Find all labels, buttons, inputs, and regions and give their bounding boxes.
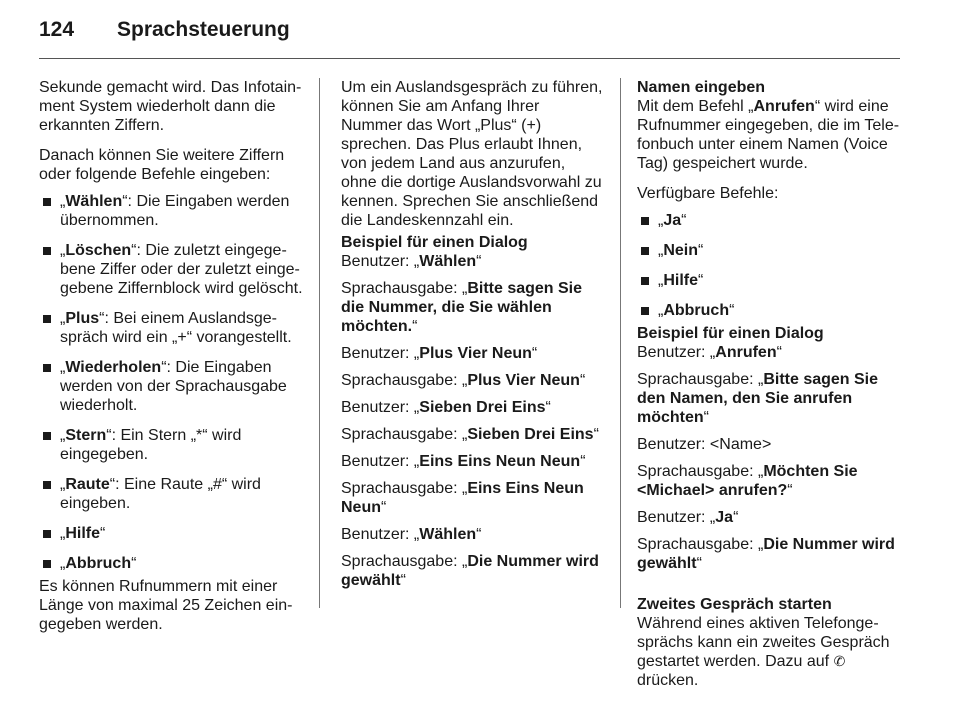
bullet-item: „Nein“ <box>637 241 907 260</box>
bullet-square-icon <box>641 307 649 315</box>
chapter-title: Sprachsteuerung <box>117 18 290 41</box>
header-divider <box>39 58 900 59</box>
column-2 <box>341 78 605 598</box>
column-1 <box>39 78 305 645</box>
bullet-square-icon <box>641 217 649 225</box>
dialog-line: Benutzer: „Eins Eins Neun Neun“ <box>341 453 586 470</box>
bullet-item: „Hilfe“ <box>637 271 907 290</box>
bullet-item: „Plus“: Bei einem Auslandsgespräch wird ein „+“ vorangestellt. <box>39 309 305 347</box>
col1-intro: Sekunde gemacht wird. Das Infotainment System wiederholt dann die erkannten Ziffern. <box>39 79 302 134</box>
bullet-text: “: Ein Stern „*“ wird eingegeben. <box>60 427 242 463</box>
section-heading: Zweites Gespräch starten <box>637 596 832 613</box>
example-heading: Beispiel für einen Dialog <box>637 325 824 342</box>
command-name: Ja <box>663 212 682 229</box>
command-name: Hilfe <box>663 272 698 289</box>
phone-icon: ✆ <box>833 653 846 669</box>
dialog-line: Sprachausgabe: „Plus Vier Neun“ <box>341 372 586 389</box>
dialog-line: Sprachausgabe: „Bitte sagen Sie die Nummer, die Sie wählen möchten.“ <box>341 280 583 335</box>
bullet-text: “ <box>131 555 137 572</box>
dialog-line: Benutzer: „Sieben Drei Eins“ <box>341 399 551 416</box>
bullet-item: „Stern“: Ein Stern „*“ wird eingegeben. <box>39 426 305 464</box>
bullet-item: „Wiederholen“: Die Eingaben werden von der Sprachausgabe wiederholt. <box>39 358 305 415</box>
command-name: Abbruch <box>663 302 730 319</box>
col1-lead: Danach können Sie weitere Ziffern oder folgende Befehle eingeben: <box>39 147 285 183</box>
bullet-square-icon <box>43 198 51 206</box>
command-name: Raute <box>65 476 110 493</box>
available-commands-label: Verfügbare Befehle: <box>637 185 779 202</box>
bullet-item: „Ja“ <box>637 211 907 230</box>
dialog-line: Benutzer: „Plus Vier Neun“ <box>341 345 538 362</box>
bullet-square-icon <box>43 530 51 538</box>
bullet-item: „Raute“: Eine Raute „#“ wird eingeben. <box>39 475 305 513</box>
dialog-line: Benutzer: „Anrufen“ <box>637 344 782 361</box>
dialog-line: Benutzer: „Wählen“ <box>341 253 482 270</box>
bullet-square-icon <box>43 247 51 255</box>
col3-intro: Mit dem Befehl „Anrufen“ wird eine Rufnummer eingegeben, die im Telefonbuch unter einem Namen (Voice Tag) gespeichert wurde. <box>637 98 900 172</box>
dialog-line: Sprachausgabe: „Bitte sagen Sie den Namen, den Sie anrufen möchten“ <box>637 371 879 426</box>
second-call-text: Während eines aktiven Telefongesprächs kann ein zweites Gespräch gestartet werden. Dazu auf ✆ drücken. <box>637 615 890 689</box>
command-name: Abbruch <box>65 555 132 572</box>
dialog-line: Sprachausgabe: „Die Nummer wird gewählt“ <box>341 553 599 589</box>
command-name: Nein <box>663 242 698 259</box>
example-heading: Beispiel für einen Dialog <box>341 234 528 251</box>
bullet-item: „Wählen“: Die Eingaben werden übernommen. <box>39 192 305 230</box>
col2-intro: Um ein Auslandsgespräch zu führen, können Sie am Anfang Ihrer Nummer das Wort „Plus“ (+) sprechen. Das Plus erlaubt Ihnen, von jedem Land aus anzurufen, ohne die dortige Auslandsvorwahl zu kennen. Sprechen Sie anschließend die Landeskennzahl ein. <box>341 79 603 229</box>
bullet-text: “: Die zuletzt eingegebene Ziffer oder der zuletzt eingegebene Ziffernblock wird gelöscht. <box>60 242 303 297</box>
command-name: Wählen <box>65 193 123 210</box>
bullet-square-icon <box>43 432 51 440</box>
bullet-item: „Abbruch“ <box>39 554 305 573</box>
command-name: Wiederholen <box>65 359 162 376</box>
col1-outro: Es können Rufnummern mit einer Länge von maximal 25 Zeichen eingegeben werden. <box>39 578 293 633</box>
command-name: Löschen <box>65 242 132 259</box>
section-heading: Namen eingeben <box>637 79 766 96</box>
bullet-text: “: Die Eingaben werden übernommen. <box>60 193 290 229</box>
command-name: Stern <box>65 427 107 444</box>
dialog-line: Sprachausgabe: „Sieben Drei Eins“ <box>341 426 599 443</box>
bullet-text: “: Die Eingaben werden von der Sprachausgabe wiederholt. <box>60 359 287 414</box>
command-name: Hilfe <box>65 525 100 542</box>
bullet-item: „Abbruch“ <box>637 301 907 320</box>
column-divider <box>620 78 621 608</box>
dialog-line: Sprachausgabe: „Die Nummer wird gewählt“ <box>637 536 895 572</box>
dialog-line: Sprachausgabe: „Möchten Sie <Michael> anrufen?“ <box>637 463 858 499</box>
column-3 <box>637 78 907 701</box>
dialog-line: Sprachausgabe: „Eins Eins Neun Neun“ <box>341 480 584 516</box>
page-number: 124 <box>39 18 75 41</box>
column-divider <box>319 78 320 608</box>
bullet-square-icon <box>43 481 51 489</box>
dialog-line: Benutzer: <Name> <box>637 436 772 453</box>
bullet-square-icon <box>43 315 51 323</box>
bullet-square-icon <box>43 560 51 568</box>
bullet-text: “: Bei einem Auslandsgespräch wird ein „+“ vorangestellt. <box>60 310 292 346</box>
bullet-square-icon <box>641 277 649 285</box>
bullet-text: “ <box>100 525 106 542</box>
command-name: Plus <box>65 310 100 327</box>
bullet-text: “: Eine Raute „#“ wird eingeben. <box>60 476 261 512</box>
bullet-square-icon <box>641 247 649 255</box>
bullet-item: „Hilfe“ <box>39 524 305 543</box>
bullet-square-icon <box>43 364 51 372</box>
bullet-item: „Löschen“: Die zuletzt eingegebene Ziffer oder der zuletzt eingegebene Ziffernblock wird gelöscht. <box>39 241 305 298</box>
dialog-line: Benutzer: „Wählen“ <box>341 526 482 543</box>
dialog-line: Benutzer: „Ja“ <box>637 509 739 526</box>
